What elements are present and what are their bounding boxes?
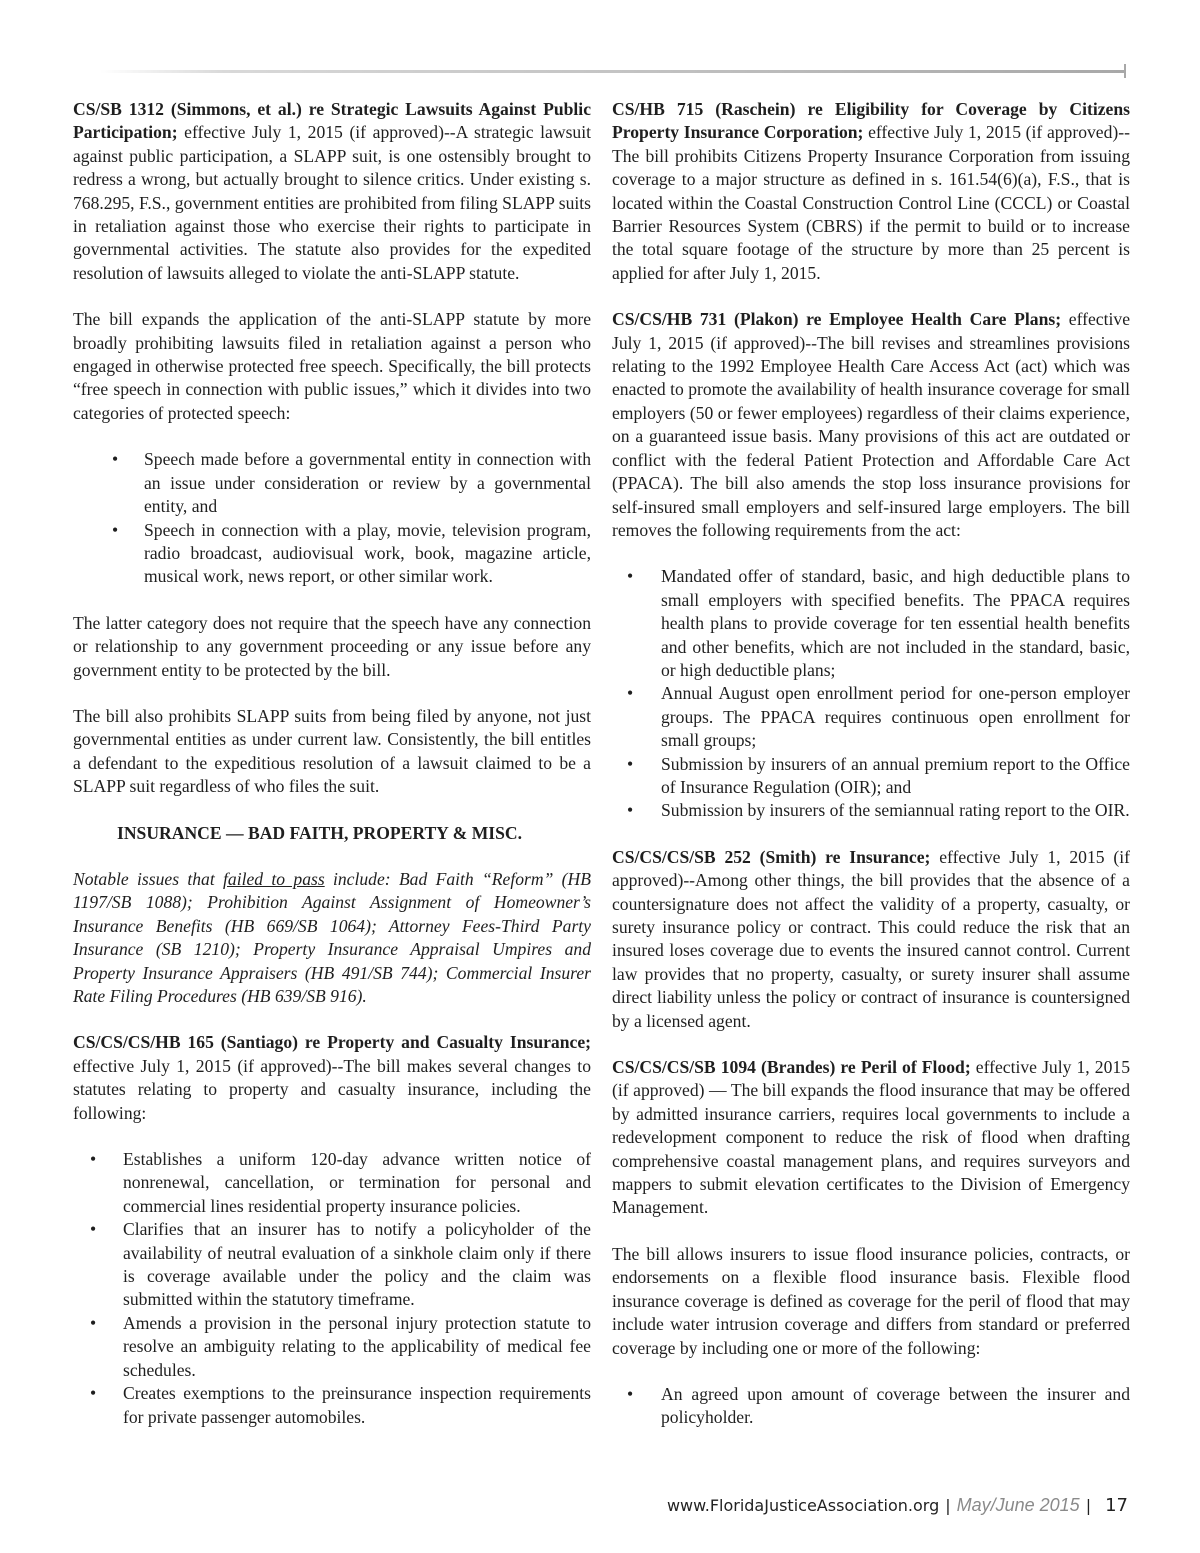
section-heading: INSURANCE — BAD FAITH, PROPERTY & MISC.	[117, 822, 523, 843]
sb252-paragraph	[612, 846, 1130, 1033]
hb165-paragraph	[73, 1031, 591, 1125]
list-item: • Submission by insurers of an annual premium report to the Office of Insurance Regulation (OIR); and	[612, 753, 1130, 800]
sb1312-body: effective July 1, 2015 (if approved)--A strategic lawsuit against public participation, a SLAPP suit, is one ostensibly brought to redress a wrong, but actually brought to silence critics. Under existing s. 768.295, F.S., government entities are prohibited from filing SLAPP suits in retaliation against those who exercise their rights to participate in governmental activities. The statute also provides for the expedited resolution of lawsuits alleged to violate the anti-SLAPP statute.	[73, 122, 591, 283]
latter-category-paragraph: The latter category does not require that the speech have any connection or relationship to any government proceeding or any issue before any government entity to be protected by the bill.	[73, 612, 591, 680]
notable-underlined: failed to pass	[223, 868, 325, 889]
list-item: • Establishes a uniform 120-day advance written notice of nonrenewal, cancellation, or termination for personal and commercial lines residential property insurance policies.	[73, 1148, 591, 1218]
sb252-title: CS/CS/CS/SB 252 (Smith) re Insurance;	[612, 846, 931, 867]
hb731-body: effective July 1, 2015 (if approved)--The bill revises and streamlines provisions relating to the 1992 Employee Health Care Access Act (act) which was enacted to promote the availability of health insurance coverage for small employers (50 or fewer employees) regardless of their claims experience, on a guaranteed issue basis. Many provisions of this act are outdated or conflict with the federal Patient Protection and Affordable Care Act (PPACA). The bill also amends the stop loss insurance provisions for self-insured small employers and self-insured large employers. The bill removes the following requirements from the act:	[612, 309, 1130, 540]
footer-separator: |	[945, 1496, 951, 1515]
top-rule-cap	[1124, 64, 1126, 78]
sb1312-title: CS/SB 1312 (Simmons, et al.) re Strategic Lawsuits Against Public Participation;	[73, 99, 591, 143]
hb165-body: effective July 1, 2015 (if approved)--The bill makes several changes to statutes relating to property and casualty insurance, including the following:	[73, 1055, 591, 1123]
sb1312-paragraph	[73, 98, 591, 285]
list-item: • Annual August open enrollment period for one-person employer groups. The PPACA requires continuous open enrollment for small groups;	[612, 682, 1130, 752]
sb252-body: effective July 1, 2015 (if approved)--Among other things, the bill provides that the absence of a countersignature does not affect the validity of a property, casualty, or surety insurance policy or contract. This could reduce the risk that an insured loses coverage due to events the insured cannot control. Current law provides that no property, casualty, or surety insurer shall assume direct liability unless the policy or contract of insurance is countersigned by a licensed agent.	[612, 846, 1130, 1031]
sb1094-paragraph	[612, 1056, 1130, 1220]
list-item: • Speech made before a governmental entity in connection with an issue under consideration or review by a governmental entity, and	[73, 448, 591, 518]
list-item: • Clarifies that an insurer has to notify a policyholder of the availability of neutral evaluation of a sinkhole claim only if there is coverage available under the policy and the claim was submitted within the statutory timeframe.	[73, 1218, 591, 1312]
list-item: • Submission by insurers of the semiannual rating report to the OIR.	[612, 799, 1130, 822]
flexible-flood-list	[612, 1383, 1130, 1430]
list-item: • Speech in connection with a play, movie, television program, radio broadcast, audiovisual work, book, magazine article, musical work, news report, or other similar work.	[73, 519, 591, 589]
page-number: 17	[1105, 1495, 1128, 1516]
notable-issues-paragraph	[73, 868, 591, 1008]
protected-speech-list	[73, 448, 591, 588]
sb1094-title: CS/CS/CS/SB 1094 (Brandes) re Peril of Flood;	[612, 1057, 971, 1078]
right-column	[612, 98, 1130, 1453]
flexible-flood-paragraph: The bill allows insurers to issue flood insurance policies, contracts, or endorsements on a flexible flood insurance basis. Flexible flood insurance coverage is defined as coverage for the peril of flood that may include water intrusion coverage and differs from standard or preferred coverage by including one or more of the following:	[612, 1243, 1130, 1358]
notable-suffix: include: Bad Faith “Reform” (HB 1197/SB 1088); Prohibition Against Assignment of Homeowner’s Insurance Benefits (HB 669/SB 1064); Attorney Fees-Third Party Insurance (SB 1210); Property Insurance Appraisal Umpires and Property Insurance Appraisers (HB 491/SB 744); Commercial Insurer Rate Filing Procedures (HB 639/SB 916).	[73, 868, 591, 1006]
hb715-title: CS/HB 715 (Raschein) re Eligibility for Coverage by Citizens Property Insurance Corporation;	[612, 99, 1130, 143]
notable-prefix: Notable issues that	[73, 868, 224, 889]
list-item: • Creates exemptions to the preinsurance inspection requirements for private passenger automobiles.	[73, 1382, 591, 1429]
footer-issue: May/June 2015	[956, 1495, 1080, 1515]
footer-website[interactable]: www.FloridaJusticeAssociation.org	[666, 1496, 940, 1515]
hb731-title: CS/CS/HB 731 (Plakon) re Employee Health Care Plans;	[612, 309, 1062, 330]
left-column	[73, 98, 591, 1452]
list-item: • Amends a provision in the personal injury protection statute to resolve an ambiguity relating to the applicability of medical fee schedules.	[73, 1312, 591, 1382]
anti-slapp-expansion-paragraph: The bill expands the application of the anti-SLAPP statute by more broadly prohibiting lawsuits filed in retaliation against a person who engaged in otherwise protected free speech. Specifically, the bill protects “free speech in connection with public issues,” which it divides into two categories of protected speech:	[73, 309, 591, 423]
list-item: • Mandated offer of standard, basic, and high deductible plans to small employers with specified benefits. The PPACA requires health plans to provide coverage for ten essential health benefits and other benefits, which are not included in the standard, basic, or high deductible plans;	[612, 565, 1130, 682]
sb1094-body: effective July 1, 2015 (if approved) — The bill expands the flood insurance that may be offered by admitted insurance carriers, requires local governments to include a redevelopment component to reduce the risk of flood when drafting comprehensive coastal management plans, and requires surveyors and mappers to submit elevation certificates to the Division of Emergency Management.	[612, 1057, 1130, 1218]
hb165-changes-list	[73, 1148, 591, 1429]
hb715-body: effective July 1, 2015 (if approved)--The bill prohibits Citizens Property Insurance Corporation from issuing coverage to a major structure as defined in s. 161.54(6)(a), F.S., that is located within the Coastal Construction Control Line (CCCL) or Coastal Barrier Resources System (CBRS) if the permit to build or to increase the total square footage of the structure by more than 25 percent is applied for after July 1, 2015.	[612, 122, 1130, 283]
hb731-paragraph	[612, 308, 1130, 542]
removed-requirements-list	[612, 565, 1130, 822]
footer-separator: |	[1085, 1496, 1092, 1515]
hb715-paragraph	[612, 98, 1130, 285]
top-rule	[100, 70, 1126, 73]
list-item: • An agreed upon amount of coverage between the insurer and policyholder.	[612, 1383, 1130, 1430]
slapp-prohibition-paragraph: The bill also prohibits SLAPP suits from being filed by anyone, not just governmental entities as under current law. Consistently, the bill entitles a defendant to the expeditious resolution of a lawsuit claimed to be a SLAPP suit regardless of who files the suit.	[73, 705, 591, 797]
hb165-title: CS/CS/CS/HB 165 (Santiago) re Property and Casualty Insurance;	[73, 1032, 591, 1053]
page-footer	[667, 1495, 1128, 1516]
